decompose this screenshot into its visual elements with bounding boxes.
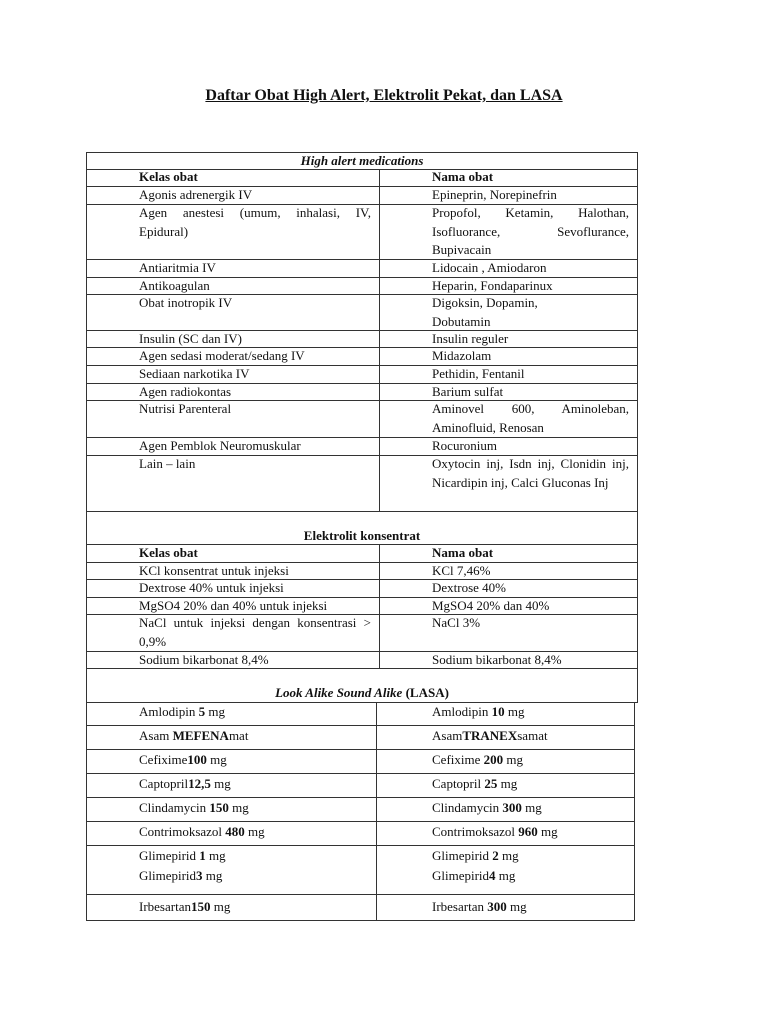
table-cell: Antiaritmia IV bbox=[139, 260, 216, 275]
high-alert-heading: High alert medications bbox=[300, 153, 424, 168]
lasa-cell: Irbesartan 300 mg bbox=[432, 899, 527, 914]
table-cell: Sodium bikarbonat 8,4% bbox=[139, 652, 269, 667]
table-cell: Obat inotropik IV bbox=[139, 295, 233, 310]
table-cell: Lidocain , Amiodaron bbox=[432, 260, 547, 275]
table-cell: Barium sulfat bbox=[432, 384, 504, 399]
table-cell: Oxytocin inj, Isdn inj, Clonidin inj, Nicardipin inj, Calci Gluconas Inj bbox=[432, 456, 629, 490]
column-divider bbox=[379, 544, 380, 668]
table-cell: Nutrisi Parenteral bbox=[139, 401, 232, 416]
lasa-cell: Contrimoksazol 480 mg bbox=[139, 824, 265, 839]
column-divider bbox=[379, 169, 380, 511]
table-cell: Midazolam bbox=[432, 348, 492, 363]
table-cell: NaCl 3% bbox=[432, 615, 481, 630]
col-header-nama: Nama obat bbox=[432, 545, 494, 560]
table-cell: Antikoagulan bbox=[139, 278, 210, 293]
table-cell: Dextrose 40% untuk injeksi bbox=[139, 580, 284, 595]
table-cell: Pethidin, Fentanil bbox=[432, 366, 525, 381]
table-cell: Lain – lain bbox=[139, 456, 196, 471]
lasa-cell: Amlodipin 5 mg bbox=[139, 704, 225, 719]
lasa-cell: Cefixime 200 mg bbox=[432, 752, 524, 767]
lasa-cell: Irbesartan150 mg bbox=[139, 899, 231, 914]
table-cell: MgSO4 20% dan 40% untuk injeksi bbox=[139, 598, 328, 613]
col-header-kelas: Kelas obat bbox=[139, 545, 198, 560]
table-cell: KCl 7,46% bbox=[432, 563, 491, 578]
column-divider bbox=[376, 702, 377, 921]
table-cell: NaCl untuk injeksi dengan konsentrasi > 0,9% bbox=[139, 615, 371, 649]
table-cell: Heparin, Fondaparinux bbox=[432, 278, 553, 293]
lasa-cell: Captopril 25 mg bbox=[432, 776, 518, 791]
lasa-cell: Glimepirid 1 mg bbox=[139, 848, 226, 863]
row-divider bbox=[86, 894, 635, 895]
lasa-cell: AsamTRANEXsamat bbox=[432, 728, 548, 743]
table-cell: Rocuronium bbox=[432, 438, 497, 453]
lasa-cell: Amlodipin 10 mg bbox=[432, 704, 525, 719]
table-cell: KCl konsentrat untuk injeksi bbox=[139, 563, 289, 578]
table-cell: Aminovel 600, Aminoleban, Aminofluid, Renosan bbox=[432, 401, 629, 435]
table-cell: Digoksin, Dopamin, Dobutamin bbox=[432, 295, 538, 329]
table-cell: Agen sedasi moderat/sedang IV bbox=[139, 348, 305, 363]
lasa-cell: Glimepirid 2 mg bbox=[432, 848, 519, 863]
table-cell: Insulin (SC dan IV) bbox=[139, 331, 242, 346]
lasa-cell: Glimepirid3 mg bbox=[139, 868, 223, 883]
page-title: Daftar Obat High Alert, Elektrolit Pekat, dan LASA bbox=[205, 87, 563, 104]
col-header-nama: Nama obat bbox=[432, 169, 494, 184]
lasa-cell: Cefixime100 mg bbox=[139, 752, 227, 767]
table-cell: Sediaan narkotika IV bbox=[139, 366, 250, 381]
lasa-heading: Look Alike Sound Alike (LASA) bbox=[275, 685, 449, 700]
elektrolit-heading: Elektrolit konsentrat bbox=[303, 528, 421, 543]
col-header-kelas: Kelas obat bbox=[139, 169, 198, 184]
lasa-cell: Contrimoksazol 960 mg bbox=[432, 824, 558, 839]
table-cell: Agen anestesi (umum, inhalasi, IV, Epidural) bbox=[139, 205, 371, 239]
lasa-cell: Asam MEFENAmat bbox=[139, 728, 249, 743]
table-cell: MgSO4 20% dan 40% bbox=[432, 598, 550, 613]
table-cell: Dextrose 40% bbox=[432, 580, 507, 595]
table-cell: Agen Pemblok Neuromuskular bbox=[139, 438, 301, 453]
table-cell: Insulin reguler bbox=[432, 331, 509, 346]
lasa-cell: Clindamycin 300 mg bbox=[432, 800, 542, 815]
lasa-cell: Captopril12,5 mg bbox=[139, 776, 231, 791]
table-cell: Agonis adrenergik IV bbox=[139, 187, 253, 202]
lasa-cell: Glimepirid4 mg bbox=[432, 868, 516, 883]
table-cell: Agen radiokontas bbox=[139, 384, 232, 399]
table-cell: Sodium bikarbonat 8,4% bbox=[432, 652, 562, 667]
table-cell: Propofol, Ketamin, Halothan, Isofluorance, Sevoflurance, Bupivacain bbox=[432, 205, 629, 258]
table-cell: Epineprin, Norepinefrin bbox=[432, 187, 557, 202]
lasa-cell: Clindamycin 150 mg bbox=[139, 800, 249, 815]
row-divider bbox=[86, 511, 638, 512]
